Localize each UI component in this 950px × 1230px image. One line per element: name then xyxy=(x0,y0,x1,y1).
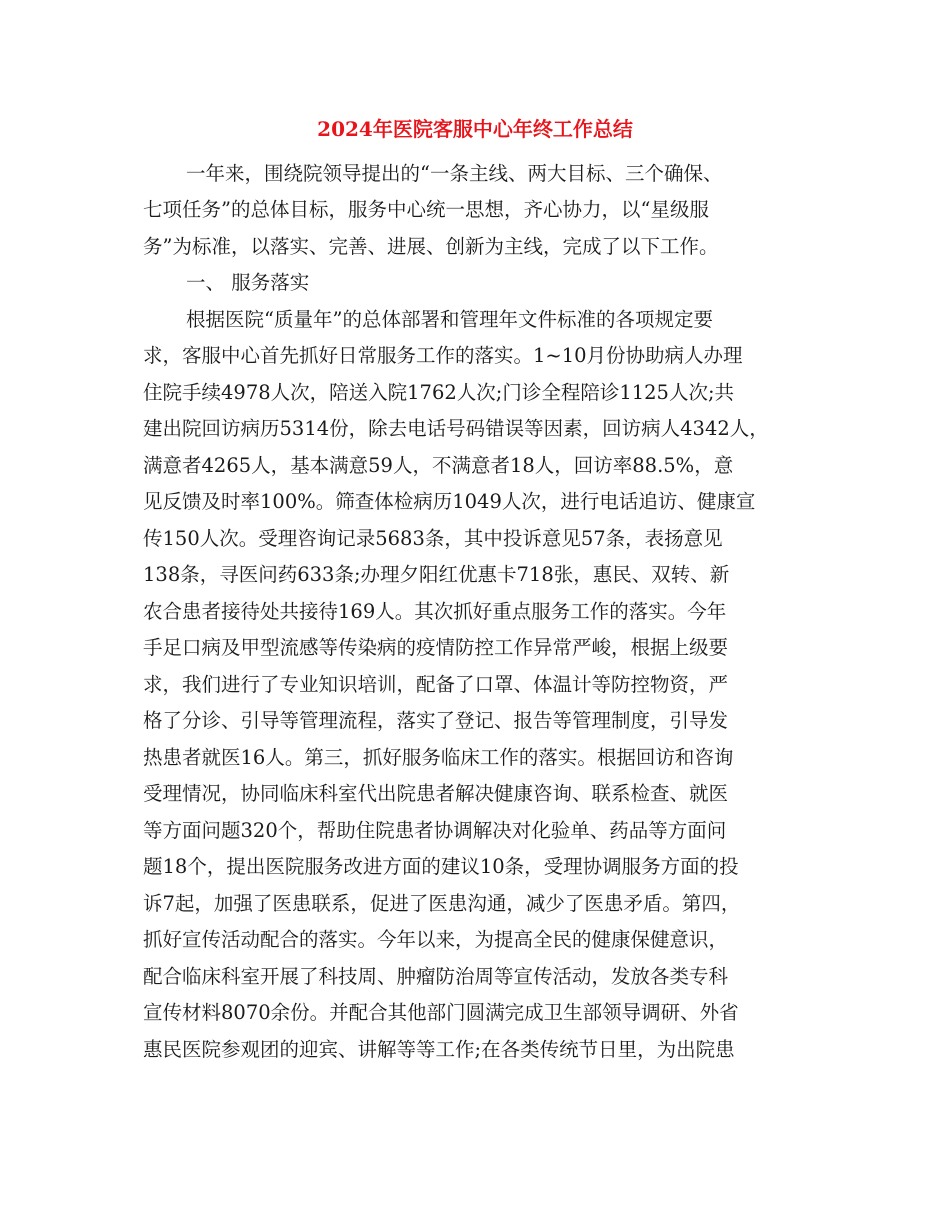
body-line: 农合患者接待处共接待169人。其次抓好重点服务工作的落实。今年 xyxy=(143,600,727,623)
body-line: 求，客服中心首先抓好日常服务工作的落实。1~10月份协助病人办理 xyxy=(143,344,743,367)
body-line: 见反馈及时率100%。筛查体检病历1049人次，进行电话追访、健康宣 xyxy=(143,490,756,513)
body-line: 宣传材料8070余份。并配合其他部门圆满完成卫生部领导调研、外省 xyxy=(143,1001,739,1024)
intro-line: 一年来，围绕院领导提出的“一条主线、两大目标、三个确保、 xyxy=(186,162,723,185)
body-line: 受理情况，协同临床科室代出院患者解决健康咨询、联系检查、就医 xyxy=(143,782,729,805)
body-line: 传150人次。受理咨询记录5683条，其中投诉意见57条，表扬意见 xyxy=(143,527,723,550)
intro-line: 务”为标准，以落实、完善、进展、创新为主线，完成了以下工作。 xyxy=(143,235,719,258)
body-line: 抓好宣传活动配合的落实。今年以来，为提高全民的健康保健意识， xyxy=(143,928,729,951)
body-line: 诉7起，加强了医患联系，促进了医患沟通，减少了医患矛盾。第四， xyxy=(143,892,741,915)
section-heading: 一、 服务落实 xyxy=(186,271,310,294)
body-line: 惠民医院参观团的迎宾、讲解等等工作;在各类传统节日里，为出院患 xyxy=(143,1038,735,1061)
body-line: 等方面问题320个，帮助住院患者协调解决对化验单、药品等方面问 xyxy=(143,819,727,842)
body-line: 题18个，提出医院服务改进方面的建议10条，受理协调服务方面的投 xyxy=(143,855,739,878)
body-line: 建出院回访病历5314份，除去电话号码错误等因素，回访病人4342人， xyxy=(143,417,769,440)
body-line: 手足口病及甲型流感等传染病的疫情防控工作异常严峻，根据上级要 xyxy=(143,636,729,659)
body-line: 根据医院“质量年”的总体部署和管理年文件标准的各项规定要 xyxy=(186,308,713,331)
body-line: 满意者4265人，基本满意59人，不满意者18人，回访率88.5%，意 xyxy=(143,454,734,477)
body-line: 格了分诊、引导等管理流程，落实了登记、报告等管理制度，引导发 xyxy=(143,709,729,732)
document-title: 2024年医院客服中心年终工作总结 xyxy=(317,117,633,141)
body-line: 住院手续4978人次，陪送入院1762人次;门诊全程陪诊1125人次;共 xyxy=(143,381,735,404)
body-line: 配合临床科室开展了科技周、肿瘤防治周等宣传活动，发放各类专科 xyxy=(143,965,729,988)
intro-line: 七项任务”的总体目标，服务中心统一思想，齐心协力，以“星级服 xyxy=(143,198,709,221)
body-line: 138条，寻医问药633条;办理夕阳红优惠卡718张，惠民、双转、新 xyxy=(143,563,730,586)
body-line: 求，我们进行了专业知识培训，配备了口罩、体温计等防控物资，严 xyxy=(143,673,729,696)
body-line: 热患者就医16人。第三，抓好服务临床工作的落实。根据回访和咨询 xyxy=(143,746,734,769)
